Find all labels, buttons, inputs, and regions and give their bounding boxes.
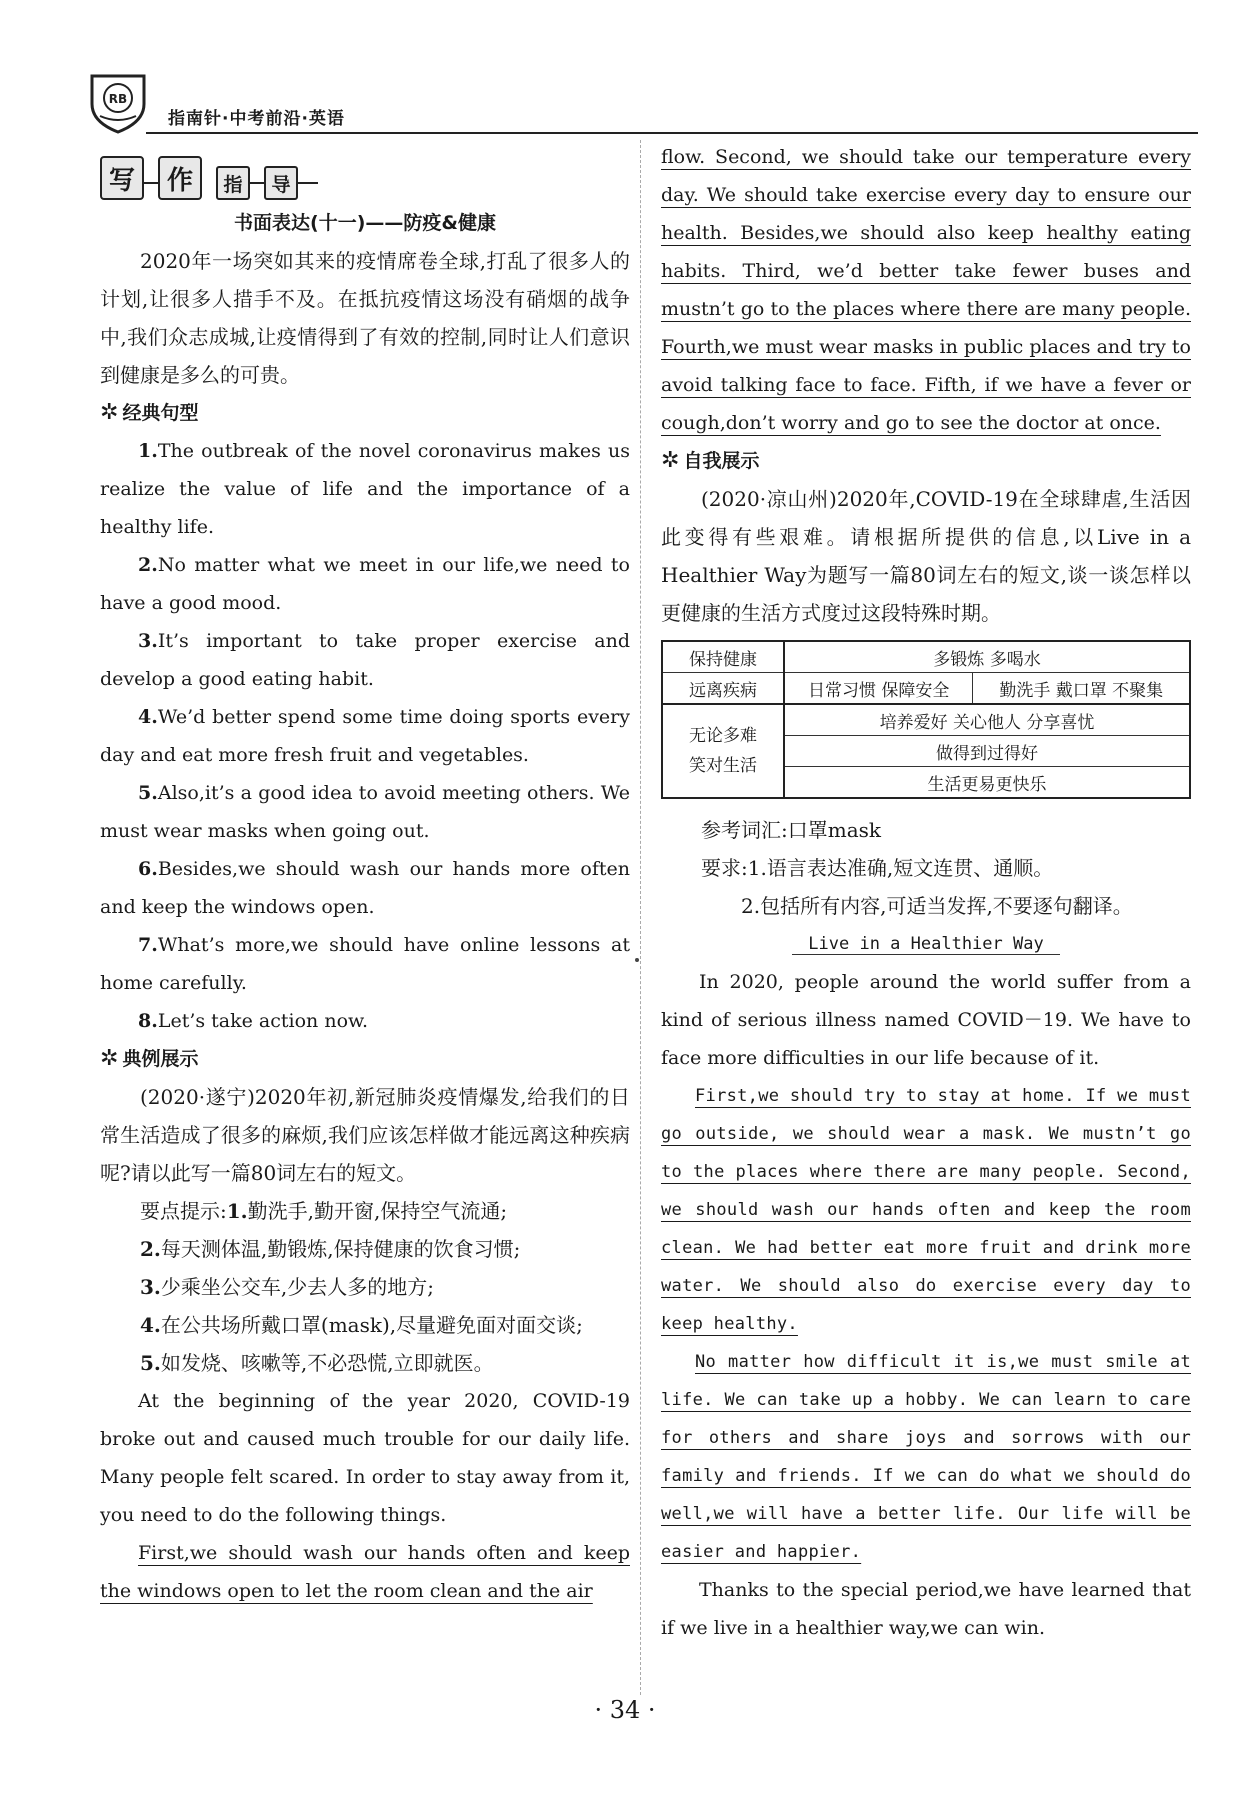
essay-body-left: First,we should wash our hands often and keep the windows open to let the room clean and the air <box>100 1542 630 1602</box>
classic-sentence: 6.Besides,we should wash our hands more often and keep the windows open. <box>100 858 630 918</box>
banner-char-2: 作 <box>158 156 202 200</box>
table-cell: 日常习惯 保障安全 <box>784 673 973 705</box>
requirement-2: 2.包括所有内容,可适当发挥,不要逐句翻译。 <box>741 894 1133 918</box>
classic-list <box>100 432 630 1040</box>
page-number: · 34 · <box>594 1696 656 1724</box>
logo-text: RB <box>108 92 128 106</box>
tip-item: 3.少乘坐公交车,少去人多的地方; <box>140 1275 434 1299</box>
table-cell: 勤洗手 戴口罩 不聚集 <box>973 673 1190 705</box>
classic-sentence: 7.What’s more,we should have online lessons at home carefully. <box>100 934 630 994</box>
star-icon: ✲ <box>100 400 119 425</box>
tips-list <box>100 1192 630 1382</box>
classic-sentence: 8.Let’s take action now. <box>138 1010 369 1032</box>
table-cell: 生活更易更快乐 <box>784 767 1190 799</box>
logo-icon <box>86 70 150 134</box>
dot-mark <box>635 958 639 962</box>
essay-title: Live in a Healthier Way <box>661 925 1191 963</box>
classic-sentence: 5.Also,it’s a good idea to avoid meeting others. We must wear masks when going out. <box>100 782 630 842</box>
classic-heading: ✲ 经典句型 <box>100 394 630 432</box>
topic-title: 书面表达(十一)——防疫&健康 <box>234 212 496 234</box>
requirement-1: 要求:1.语言表达准确,短文连贯、通顺。 <box>701 856 1054 880</box>
column-divider <box>640 140 641 1695</box>
essay-paragraph-3: No matter how difficult it is,we must smile at life. We can take up a hobby. We can learn to care for others and share joys and sorrows with our family and friends. If we can do what we should do well,we will have a better life. Our life will be easier and happier. <box>661 1352 1191 1562</box>
tip-item: 要点提示:1.勤洗手,勤开窗,保持空气流通; <box>140 1199 508 1223</box>
table-cell: 远离疾病 <box>662 673 784 705</box>
classic-sentence: 4.We’d better spend some time doing sports every day and eat more fresh fruit and vegetables. <box>100 706 630 766</box>
classic-sentence: 1.The outbreak of the novel coronavirus makes us realize the value of life and the importance of a healthy life. <box>100 440 630 538</box>
page-header <box>86 62 1198 134</box>
header-rule <box>146 132 1198 134</box>
tip-item: 2.每天测体温,勤锻炼,保持健康的饮食习惯; <box>140 1237 521 1261</box>
example-prompt: (2020·遂宁)2020年初,新冠肺炎疫情爆发,给我们的日常生活造成了很多的麻烦,我们应该怎样做才能远离这种疾病呢?请以此写一篇80词左右的短文。 <box>100 1085 630 1185</box>
classic-sentence: 3.It’s important to take proper exercise and develop a good eating habit. <box>100 630 630 690</box>
essay-paragraph-2: First,we should try to stay at home. If we must go outside, we should wear a mask. We mustn’t go to the places where there are many people. Second, we should wash our hands often and keep the room clean. We had better eat more fruit and drink more water. We should also do exercise every day to keep healthy. <box>661 1086 1191 1334</box>
essay-paragraph-4: Thanks to the special period,we have learned that if we live in a healthier way,we can win. <box>661 1579 1191 1639</box>
self-heading: ✲ 自我展示 <box>661 442 1191 480</box>
essay-paragraph-1: In 2020, people around the world suffer from a kind of serious illness named COVID－19. We have to face more difficulties in our life because of it. <box>661 971 1191 1069</box>
essay-body-right: flow. Second, we should take our temperature every day. We should take exercise every day to ensure our health. Besides,we should also keep healthy eating habits. Third, we’d better take fewer buses and mustn’t go to the places where there are many people. Fourth,we must wear masks in public places and try to avoid talking face to face. Fifth, if we have a fever or cough,don’t worry and go to see the doctor at once. <box>661 146 1191 434</box>
classic-sentence: 2.No matter what we meet in our life,we need to have a good mood. <box>100 554 630 614</box>
tip-item: 5.如发烧、咳嗽等,不必恐慌,立即就医。 <box>140 1351 494 1375</box>
banner-char-4: 导 <box>264 166 298 200</box>
star-icon: ✲ <box>661 448 680 473</box>
table-cell: 培养爱好 关心他人 分享喜忧 <box>784 704 1190 736</box>
star-icon: ✲ <box>100 1046 119 1071</box>
info-table <box>661 640 1191 799</box>
tip-item: 4.在公共场所戴口罩(mask),尽量避免面对面交谈; <box>140 1313 583 1337</box>
table-cell: 保持健康 <box>662 641 784 673</box>
vocab-note: 参考词汇:口罩mask <box>701 818 882 842</box>
left-column <box>100 138 630 1610</box>
table-cell: 做得到过得好 <box>784 736 1190 767</box>
table-cell: 无论多难 笑对生活 <box>662 704 784 798</box>
intro-paragraph: 2020年一场突如其来的疫情席卷全球,打乱了很多人的计划,让很多人措手不及。在抵抗疫情这场没有硝烟的战争中,我们众志成城,让疫情得到了有效的控制,同时让人们意识到健康是多么的可贵。 <box>100 249 630 387</box>
banner-char-3: 指 <box>216 166 250 200</box>
header-title: 指南针·中考前沿·英语 <box>168 109 345 129</box>
example-heading: ✲ 典例展示 <box>100 1040 630 1078</box>
right-column <box>661 138 1191 1647</box>
banner-char-1: 写 <box>100 156 144 200</box>
essay-intro: At the beginning of the year 2020, COVID-19 broke out and caused much trouble for our daily life. Many people felt scared. In order to stay away from it, you need to do the following things. <box>100 1390 630 1526</box>
self-prompt: (2020·凉山州)2020年,COVID-19在全球肆虐,生活因此变得有些艰难。请根据所提供的信息,以Live in a Healthier Way为题写一篇80词左右的短文,谈一谈怎样以更健康的生活方式度过这段特殊时期。 <box>661 487 1191 625</box>
table-cell: 多锻炼 多喝水 <box>784 641 1190 673</box>
section-banner <box>100 138 630 200</box>
